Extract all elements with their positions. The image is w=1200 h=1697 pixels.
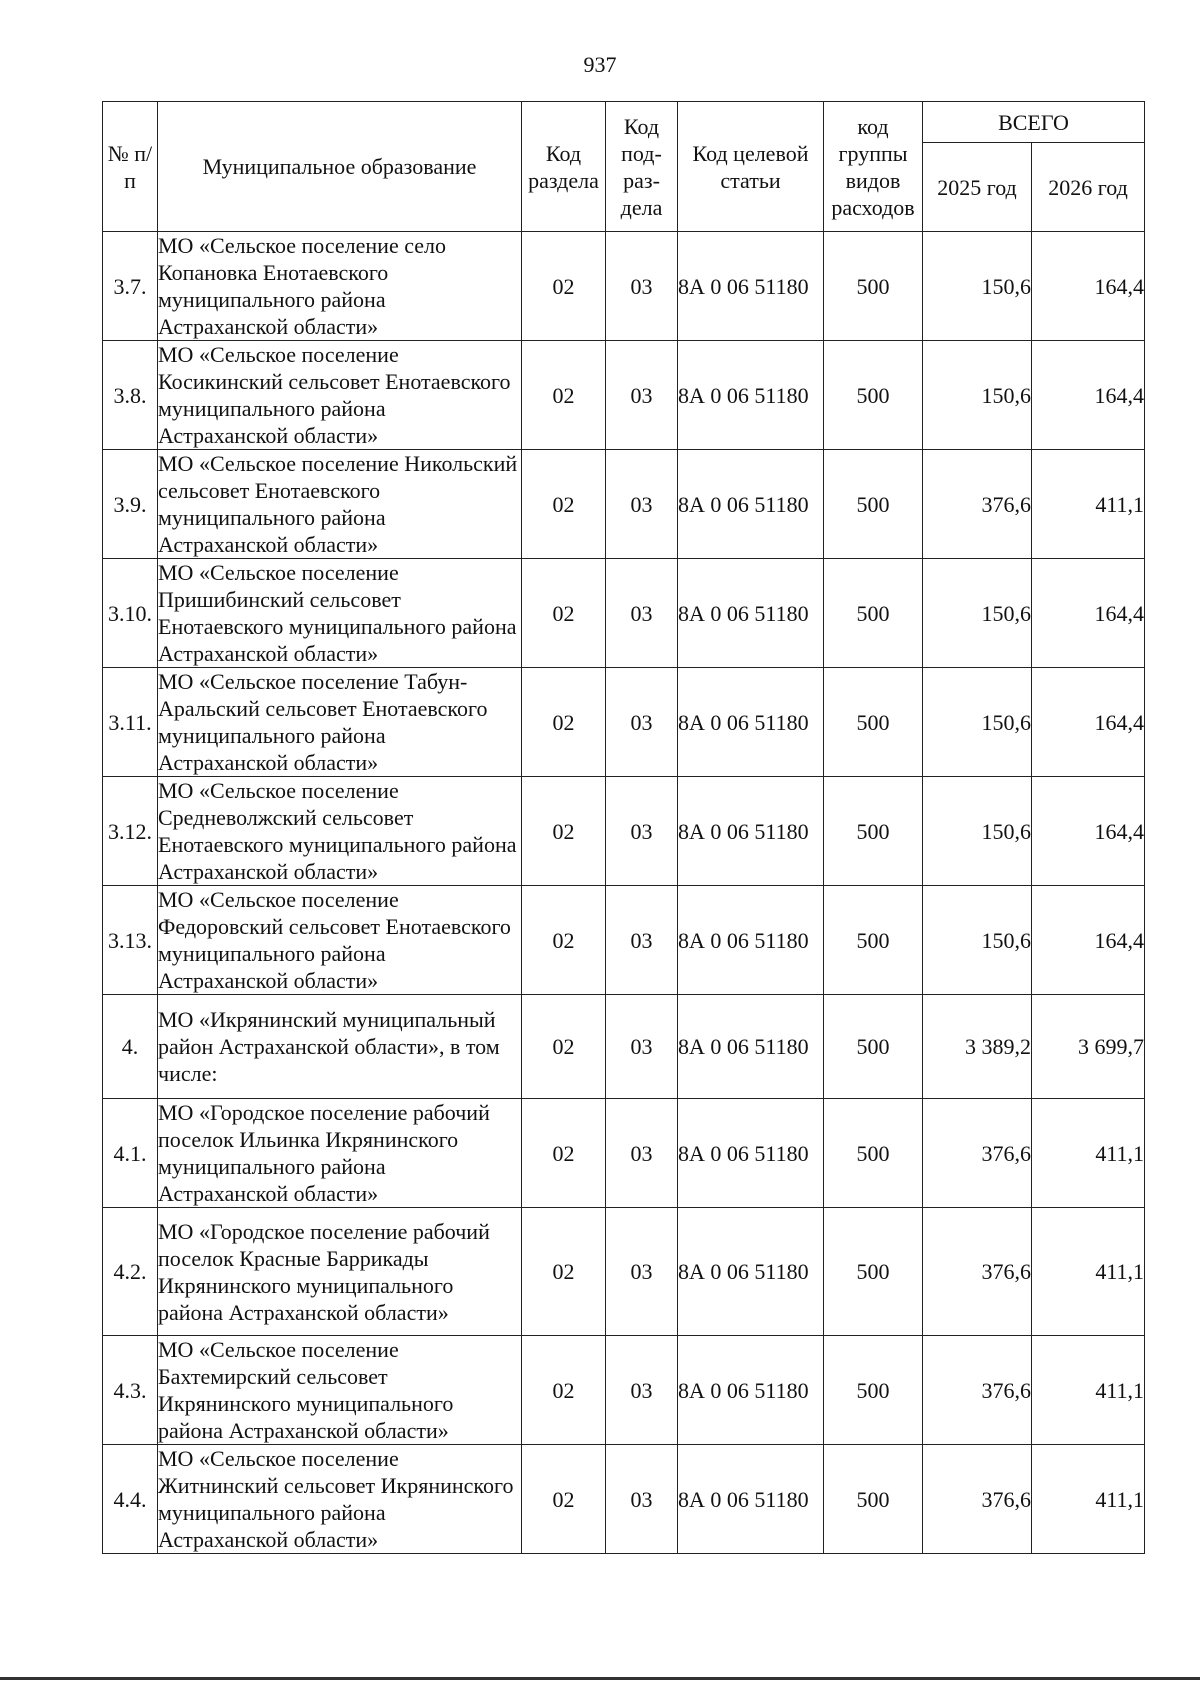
section-code: 02 — [522, 1445, 606, 1554]
row-number: 3.13. — [103, 886, 158, 995]
page-number: 937 — [583, 52, 617, 77]
table-row — [103, 1336, 1145, 1445]
table-row — [103, 341, 1145, 450]
row-number: 4.2. — [103, 1208, 158, 1336]
section-code: 02 — [522, 559, 606, 668]
municipality-name: МО «Сельское поселение Косикинский сельсовет Енотаевского муниципального района Астраханской области» — [158, 341, 522, 450]
section-code: 02 — [522, 232, 606, 341]
amount-2026: 411,1 — [1032, 1336, 1145, 1445]
header-article-code: Код целевой статьи — [678, 102, 824, 232]
article-code: 8А 0 06 51180 — [678, 1336, 824, 1445]
article-code: 8А 0 06 51180 — [678, 341, 824, 450]
amount-2026: 164,4 — [1032, 559, 1145, 668]
header-year-2026: 2026 год — [1032, 143, 1145, 232]
table-row — [103, 1208, 1145, 1336]
article-code: 8А 0 06 51180 — [678, 668, 824, 777]
page-bottom-rule — [0, 1677, 1200, 1680]
row-number: 3.11. — [103, 668, 158, 777]
table-row — [103, 232, 1145, 341]
subsection-code: 03 — [606, 232, 678, 341]
amount-2026: 164,4 — [1032, 232, 1145, 341]
article-code: 8А 0 06 51180 — [678, 1208, 824, 1336]
section-code: 02 — [522, 1099, 606, 1208]
header-section-code: Код раздела — [522, 102, 606, 232]
amount-2025: 150,6 — [923, 777, 1032, 886]
expense-group-code: 500 — [824, 777, 923, 886]
amount-2025: 376,6 — [923, 1099, 1032, 1208]
article-code: 8А 0 06 51180 — [678, 559, 824, 668]
amount-2026: 164,4 — [1032, 341, 1145, 450]
subsection-code: 03 — [606, 995, 678, 1099]
expense-group-code: 500 — [824, 450, 923, 559]
municipality-name: МО «Сельское поселение Пришибинский сельсовет Енотаевского муниципального района Астраханской области» — [158, 559, 522, 668]
subsection-code: 03 — [606, 1099, 678, 1208]
expense-group-code: 500 — [824, 668, 923, 777]
row-number: 3.10. — [103, 559, 158, 668]
header-year-2025: 2025 год — [923, 143, 1032, 232]
municipality-name: МО «Городское поселение рабочий поселок Ильинка Икрянинского муниципального района Астраханской области» — [158, 1099, 522, 1208]
row-number: 4. — [103, 995, 158, 1099]
amount-2025: 150,6 — [923, 232, 1032, 341]
table-row — [103, 1445, 1145, 1554]
subsection-code: 03 — [606, 1445, 678, 1554]
amount-2026: 411,1 — [1032, 1208, 1145, 1336]
expense-group-code: 500 — [824, 995, 923, 1099]
amount-2025: 150,6 — [923, 668, 1032, 777]
table-body — [103, 232, 1145, 1554]
table-row — [103, 995, 1145, 1099]
header-municipality: Муниципальное образование — [158, 102, 522, 232]
row-number: 4.1. — [103, 1099, 158, 1208]
municipality-name: МО «Сельское поселение Бахтемирский сельсовет Икрянинского муниципального района Астраханской области» — [158, 1336, 522, 1445]
expense-group-code: 500 — [824, 886, 923, 995]
subsection-code: 03 — [606, 450, 678, 559]
municipality-name: МО «Сельское поселение село Копановка Енотаевского муниципального района Астраханской области» — [158, 232, 522, 341]
amount-2025: 150,6 — [923, 886, 1032, 995]
section-code: 02 — [522, 1336, 606, 1445]
amount-2025: 376,6 — [923, 450, 1032, 559]
article-code: 8А 0 06 51180 — [678, 777, 824, 886]
amount-2025: 376,6 — [923, 1336, 1032, 1445]
amount-2025: 150,6 — [923, 559, 1032, 668]
subsection-code: 03 — [606, 1208, 678, 1336]
expense-group-code: 500 — [824, 559, 923, 668]
subsection-code: 03 — [606, 1336, 678, 1445]
article-code: 8А 0 06 51180 — [678, 886, 824, 995]
amount-2026: 3 699,7 — [1032, 995, 1145, 1099]
expense-group-code: 500 — [824, 341, 923, 450]
section-code: 02 — [522, 886, 606, 995]
header-total: ВСЕГО — [923, 102, 1145, 143]
amount-2025: 3 389,2 — [923, 995, 1032, 1099]
municipality-name: МО «Сельское поселение Житнинский сельсовет Икрянинского муниципального района Астраханской области» — [158, 1445, 522, 1554]
expense-group-code: 500 — [824, 1445, 923, 1554]
header-subsection-code: Код под- раз- дела — [606, 102, 678, 232]
section-code: 02 — [522, 341, 606, 450]
amount-2026: 164,4 — [1032, 777, 1145, 886]
header-number: № п/п — [103, 102, 158, 232]
article-code: 8А 0 06 51180 — [678, 1445, 824, 1554]
row-number: 3.8. — [103, 341, 158, 450]
article-code: 8А 0 06 51180 — [678, 450, 824, 559]
amount-2025: 376,6 — [923, 1445, 1032, 1554]
amount-2026: 411,1 — [1032, 1099, 1145, 1208]
section-code: 02 — [522, 777, 606, 886]
expense-group-code: 500 — [824, 1208, 923, 1336]
expense-group-code: 500 — [824, 1336, 923, 1445]
article-code: 8А 0 06 51180 — [678, 232, 824, 341]
municipality-name: МО «Городское поселение рабочий поселок Красные Баррикады Икрянинского муниципального района Астраханской области» — [158, 1208, 522, 1336]
article-code: 8А 0 06 51180 — [678, 1099, 824, 1208]
header-expense-group-code: код группы видов расходов — [824, 102, 923, 232]
table-header — [103, 102, 1145, 232]
section-code: 02 — [522, 668, 606, 777]
amount-2025: 376,6 — [923, 1208, 1032, 1336]
budget-table — [102, 101, 1145, 1554]
amount-2026: 411,1 — [1032, 1445, 1145, 1554]
row-number: 3.7. — [103, 232, 158, 341]
table-row — [103, 450, 1145, 559]
amount-2025: 150,6 — [923, 341, 1032, 450]
table-row — [103, 1099, 1145, 1208]
municipality-name: МО «Сельское поселение Никольский сельсовет Енотаевского муниципального района Астраханской области» — [158, 450, 522, 559]
expense-group-code: 500 — [824, 232, 923, 341]
row-number: 3.9. — [103, 450, 158, 559]
table-row — [103, 777, 1145, 886]
article-code: 8А 0 06 51180 — [678, 995, 824, 1099]
table-row — [103, 886, 1145, 995]
table-row — [103, 559, 1145, 668]
table-row — [103, 668, 1145, 777]
subsection-code: 03 — [606, 886, 678, 995]
municipality-name: МО «Сельское поселение Средневолжский сельсовет Енотаевского муниципального района Астраханской области» — [158, 777, 522, 886]
section-code: 02 — [522, 995, 606, 1099]
amount-2026: 411,1 — [1032, 450, 1145, 559]
row-number: 4.3. — [103, 1336, 158, 1445]
expense-group-code: 500 — [824, 1099, 923, 1208]
subsection-code: 03 — [606, 559, 678, 668]
section-code: 02 — [522, 1208, 606, 1336]
subsection-code: 03 — [606, 777, 678, 886]
municipality-name: МО «Сельское поселение Табун-Аральский сельсовет Енотаевского муниципального района Астраханской области» — [158, 668, 522, 777]
row-number: 3.12. — [103, 777, 158, 886]
subsection-code: 03 — [606, 341, 678, 450]
row-number: 4.4. — [103, 1445, 158, 1554]
amount-2026: 164,4 — [1032, 668, 1145, 777]
amount-2026: 164,4 — [1032, 886, 1145, 995]
section-code: 02 — [522, 450, 606, 559]
municipality-name: МО «Икрянинский муниципальный район Астраханской области», в том числе: — [158, 995, 522, 1099]
municipality-name: МО «Сельское поселение Федоровский сельсовет Енотаевского муниципального района Астраханской области» — [158, 886, 522, 995]
subsection-code: 03 — [606, 668, 678, 777]
